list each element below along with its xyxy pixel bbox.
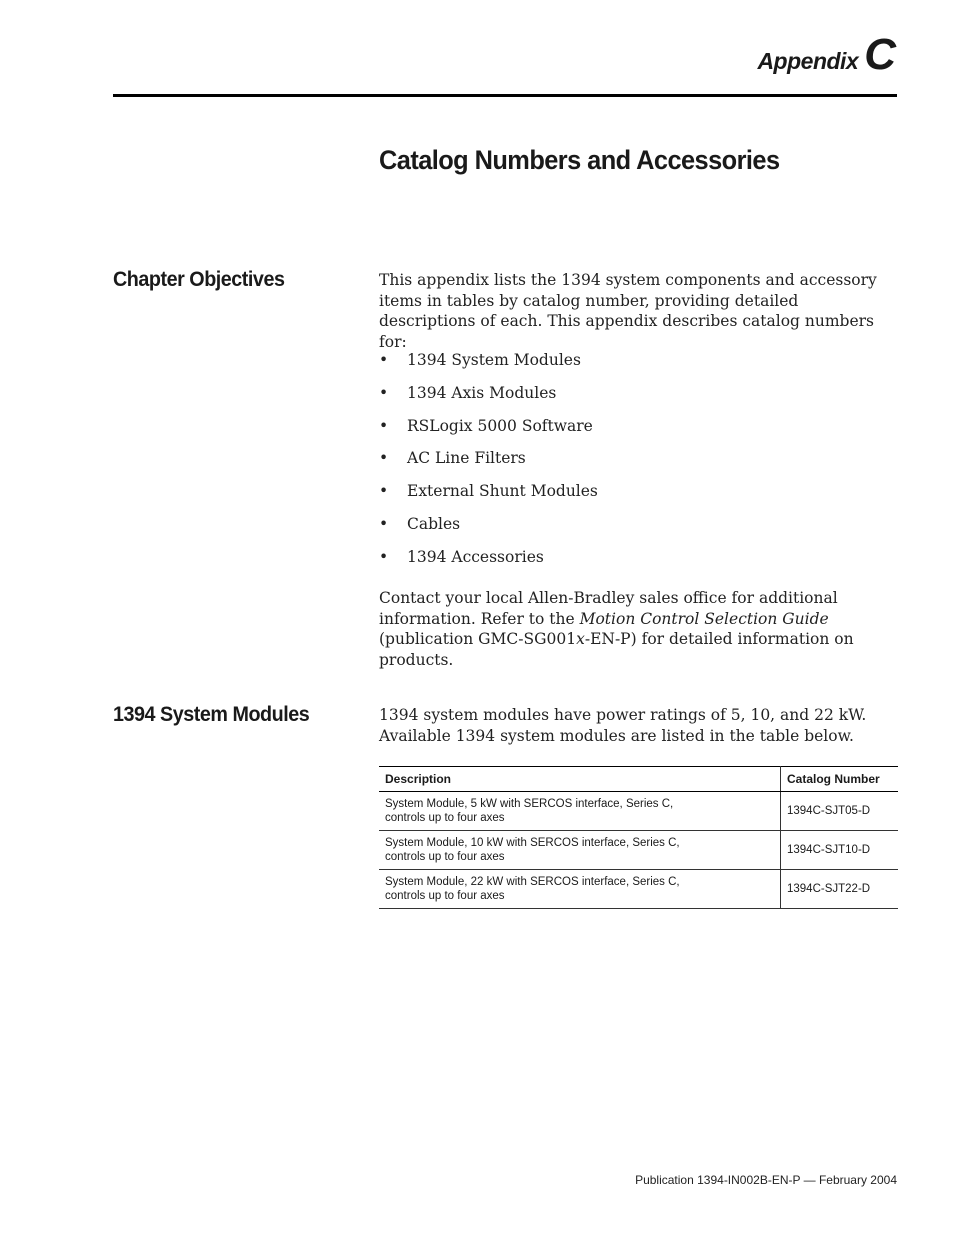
bullet-icon: • [379, 449, 389, 468]
description-cell [379, 792, 781, 831]
list-item-label: RSLogix 5000 Software [407, 416, 593, 435]
publication-footer: Publication 1394-IN002B-EN-P — February 2004 [635, 1173, 897, 1187]
appendix-letter: C [864, 30, 896, 79]
list-item [379, 547, 598, 580]
column-header-description: Description [379, 767, 781, 792]
table-row [379, 870, 898, 909]
list-item [379, 350, 598, 383]
appendix-word: Appendix [757, 48, 859, 74]
list-item [379, 383, 598, 416]
catalog-number-cell: 1394C-SJT05-D [781, 792, 899, 831]
bullet-icon: • [379, 416, 389, 435]
catalog-number-cell: 1394C-SJT10-D [781, 831, 899, 870]
list-item-label: AC Line Filters [407, 449, 526, 468]
table-header-row [379, 767, 898, 792]
list-item-label: 1394 Axis Modules [407, 383, 557, 402]
list-item [379, 481, 598, 514]
list-item [379, 448, 598, 481]
catalog-number-cell: 1394C-SJT22-D [781, 870, 899, 909]
description-cell [379, 831, 781, 870]
bullet-icon: • [379, 514, 389, 533]
selection-guide-title: Motion Control Selection Guide [579, 609, 829, 628]
list-item-label: 1394 System Modules [407, 351, 581, 369]
system-modules-heading: 1394 System Modules [113, 703, 310, 726]
list-item [379, 514, 598, 547]
appendix-label [757, 30, 896, 80]
chapter-objectives-heading: Chapter Objectives [113, 268, 285, 291]
list-item-label: Cables [407, 514, 461, 533]
contact-text-start: Contact your local Allen-Bradley sales office for additional information. Refer to the [379, 589, 838, 628]
objectives-intro: This appendix lists the 1394 system components and accessory items in tables by catalog number, providing detailed descriptions of each. This appendix describes catalog numbers for: [379, 271, 877, 351]
bullet-icon: • [379, 547, 389, 566]
catalog-topics-list [379, 350, 598, 580]
system-modules-intro: 1394 system modules have power ratings of 5, 10, and 22 kW. Available 1394 system modules are listed in the table below. [379, 706, 867, 745]
list-item-label: External Shunt Modules [407, 482, 598, 501]
description-text: System Module, 10 kW with SERCOS interface, Series C, controls up to four axes [385, 837, 680, 863]
table-row [379, 831, 898, 870]
table-row [379, 792, 898, 831]
bullet-icon: • [379, 351, 389, 369]
description-text: System Module, 5 kW with SERCOS interface, Series C, controls up to four axes [385, 798, 674, 824]
page-title: Catalog Numbers and Accessories [379, 145, 780, 175]
list-item [379, 416, 598, 449]
contact-text-middle: (publication GMC-SG001 [379, 630, 577, 648]
header-rule [113, 94, 897, 97]
contact-text-end: -EN-P) for detailed information on products. [379, 630, 854, 669]
bullet-icon: • [379, 482, 389, 501]
list-item-label: 1394 Accessories [407, 547, 544, 566]
system-modules-table [379, 766, 898, 909]
publication-variable: x [576, 630, 585, 648]
column-header-catalog-number: Catalog Number [781, 767, 899, 792]
description-text: System Module, 22 kW with SERCOS interface, Series C, controls up to four axes [385, 876, 680, 902]
contact-paragraph [379, 588, 899, 670]
bullet-icon: • [379, 383, 389, 402]
description-cell [379, 870, 781, 909]
